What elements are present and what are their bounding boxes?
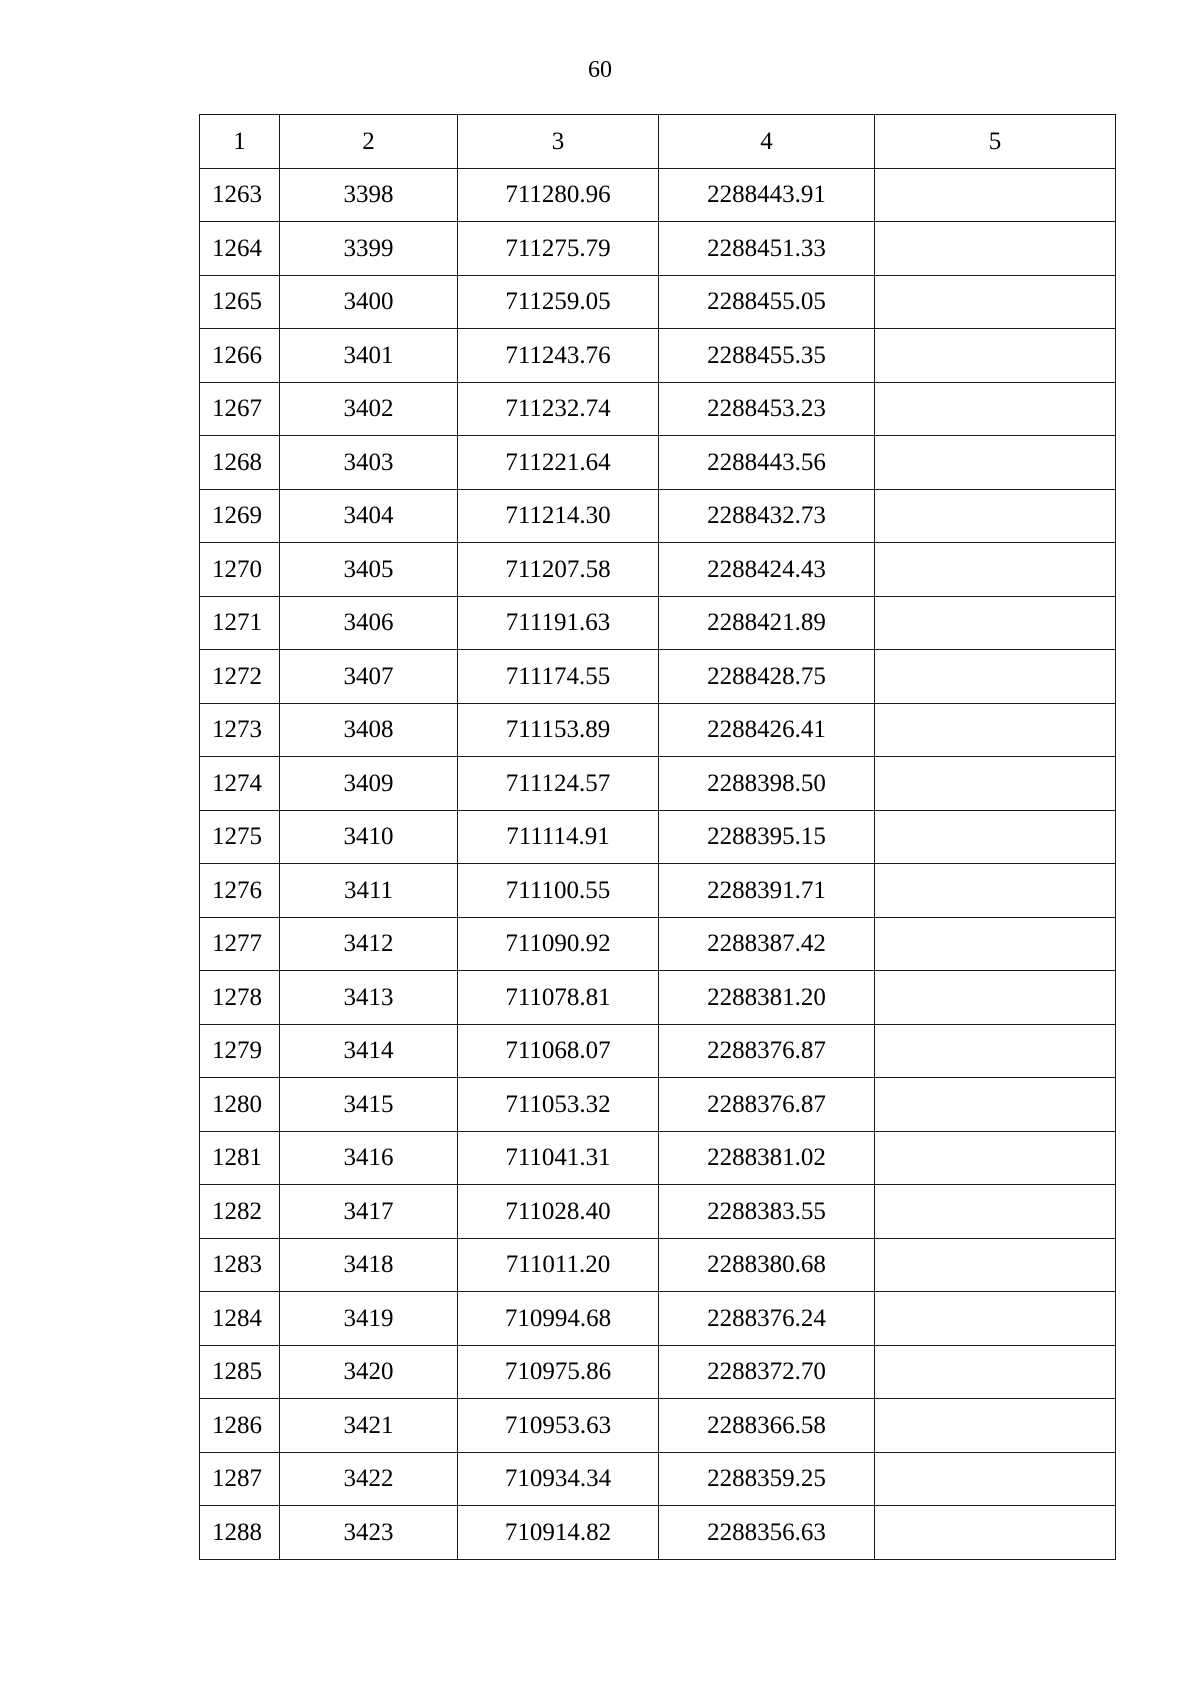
table-cell-col-4: 2288381.20 bbox=[659, 971, 875, 1025]
table-cell-col-4: 2288424.43 bbox=[659, 543, 875, 597]
table-cell-col-3: 710914.82 bbox=[458, 1506, 659, 1560]
table-row bbox=[200, 1131, 1116, 1185]
table-cell-col-4: 2288453.23 bbox=[659, 382, 875, 436]
table-cell-col-2: 3415 bbox=[280, 1078, 458, 1132]
table-cell-col-1: 1284 bbox=[200, 1292, 280, 1346]
table-cell-col-3: 710934.34 bbox=[458, 1452, 659, 1506]
table-row bbox=[200, 1506, 1116, 1560]
table-cell-col-3: 711053.32 bbox=[458, 1078, 659, 1132]
table-cell-col-1: 1288 bbox=[200, 1506, 280, 1560]
table-header bbox=[200, 115, 1116, 169]
table-cell-col-5 bbox=[875, 596, 1116, 650]
table-cell-col-3: 711191.63 bbox=[458, 596, 659, 650]
table-cell-col-1: 1281 bbox=[200, 1131, 280, 1185]
table-cell-col-5 bbox=[875, 1506, 1116, 1560]
table-cell-col-4: 2288432.73 bbox=[659, 489, 875, 543]
table-cell-col-3: 711068.07 bbox=[458, 1024, 659, 1078]
table-cell-col-4: 2288426.41 bbox=[659, 703, 875, 757]
table-row bbox=[200, 168, 1116, 222]
column-header-2: 2 bbox=[280, 115, 458, 169]
table-cell-col-5 bbox=[875, 1399, 1116, 1453]
table-row bbox=[200, 1292, 1116, 1346]
table-cell-col-5 bbox=[875, 222, 1116, 276]
table-cell-col-4: 2288455.05 bbox=[659, 275, 875, 329]
table-cell-col-4: 2288376.87 bbox=[659, 1078, 875, 1132]
table-cell-col-4: 2288376.24 bbox=[659, 1292, 875, 1346]
table-cell-col-4: 2288376.87 bbox=[659, 1024, 875, 1078]
table-cell-col-1: 1283 bbox=[200, 1238, 280, 1292]
table-cell-col-2: 3398 bbox=[280, 168, 458, 222]
table-cell-col-3: 711275.79 bbox=[458, 222, 659, 276]
table-cell-col-4: 2288383.55 bbox=[659, 1185, 875, 1239]
table-cell-col-1: 1269 bbox=[200, 489, 280, 543]
table-cell-col-3: 711243.76 bbox=[458, 329, 659, 383]
table-row bbox=[200, 971, 1116, 1025]
table-cell-col-3: 710953.63 bbox=[458, 1399, 659, 1453]
column-header-4: 4 bbox=[659, 115, 875, 169]
table-cell-col-2: 3403 bbox=[280, 436, 458, 490]
table-cell-col-5 bbox=[875, 810, 1116, 864]
table-cell-col-5 bbox=[875, 1452, 1116, 1506]
table-cell-col-1: 1275 bbox=[200, 810, 280, 864]
table-cell-col-1: 1272 bbox=[200, 650, 280, 704]
table-cell-col-5 bbox=[875, 329, 1116, 383]
table-cell-col-1: 1266 bbox=[200, 329, 280, 383]
header-row bbox=[200, 115, 1116, 169]
table-row bbox=[200, 436, 1116, 490]
table-cell-col-5 bbox=[875, 917, 1116, 971]
table-cell-col-3: 711028.40 bbox=[458, 1185, 659, 1239]
table-cell-col-3: 711232.74 bbox=[458, 382, 659, 436]
table-cell-col-3: 711221.64 bbox=[458, 436, 659, 490]
table-row bbox=[200, 1238, 1116, 1292]
table-cell-col-3: 711153.89 bbox=[458, 703, 659, 757]
table-cell-col-3: 710975.86 bbox=[458, 1345, 659, 1399]
table-cell-col-5 bbox=[875, 168, 1116, 222]
table-row bbox=[200, 810, 1116, 864]
table-row bbox=[200, 382, 1116, 436]
table-cell-col-3: 711114.91 bbox=[458, 810, 659, 864]
table-cell-col-5 bbox=[875, 864, 1116, 918]
table-cell-col-5 bbox=[875, 1345, 1116, 1399]
table-cell-col-3: 711100.55 bbox=[458, 864, 659, 918]
table-cell-col-2: 3419 bbox=[280, 1292, 458, 1346]
table-row bbox=[200, 596, 1116, 650]
table-cell-col-4: 2288391.71 bbox=[659, 864, 875, 918]
table-cell-col-4: 2288359.25 bbox=[659, 1452, 875, 1506]
table-cell-col-5 bbox=[875, 436, 1116, 490]
table-cell-col-3: 710994.68 bbox=[458, 1292, 659, 1346]
table-cell-col-5 bbox=[875, 1078, 1116, 1132]
table-row bbox=[200, 757, 1116, 811]
table-cell-col-1: 1285 bbox=[200, 1345, 280, 1399]
table-cell-col-3: 711090.92 bbox=[458, 917, 659, 971]
table-cell-col-2: 3412 bbox=[280, 917, 458, 971]
table-cell-col-1: 1282 bbox=[200, 1185, 280, 1239]
table-cell-col-5 bbox=[875, 1185, 1116, 1239]
table-cell-col-5 bbox=[875, 1238, 1116, 1292]
table-cell-col-3: 711207.58 bbox=[458, 543, 659, 597]
page-number: 60 bbox=[588, 57, 612, 83]
table-cell-col-4: 2288395.15 bbox=[659, 810, 875, 864]
table-cell-col-5 bbox=[875, 757, 1116, 811]
table-cell-col-5 bbox=[875, 275, 1116, 329]
table-cell-col-2: 3413 bbox=[280, 971, 458, 1025]
table-row bbox=[200, 864, 1116, 918]
table-cell-col-2: 3405 bbox=[280, 543, 458, 597]
table-cell-col-1: 1273 bbox=[200, 703, 280, 757]
table-cell-col-5 bbox=[875, 382, 1116, 436]
table-cell-col-2: 3399 bbox=[280, 222, 458, 276]
table-cell-col-2: 3421 bbox=[280, 1399, 458, 1453]
table-cell-col-1: 1265 bbox=[200, 275, 280, 329]
table-cell-col-2: 3404 bbox=[280, 489, 458, 543]
table-cell-col-4: 2288443.91 bbox=[659, 168, 875, 222]
table-cell-col-4: 2288366.58 bbox=[659, 1399, 875, 1453]
table-cell-col-2: 3402 bbox=[280, 382, 458, 436]
table-cell-col-4: 2288380.68 bbox=[659, 1238, 875, 1292]
table-cell-col-3: 711078.81 bbox=[458, 971, 659, 1025]
table-cell-col-3: 711259.05 bbox=[458, 275, 659, 329]
table-cell-col-5 bbox=[875, 971, 1116, 1025]
coordinates-table bbox=[199, 114, 1116, 1560]
table-row bbox=[200, 1345, 1116, 1399]
table-cell-col-3: 711041.31 bbox=[458, 1131, 659, 1185]
table-cell-col-2: 3400 bbox=[280, 275, 458, 329]
table-cell-col-4: 2288455.35 bbox=[659, 329, 875, 383]
table-row bbox=[200, 1078, 1116, 1132]
table-cell-col-3: 711124.57 bbox=[458, 757, 659, 811]
table-cell-col-4: 2288372.70 bbox=[659, 1345, 875, 1399]
column-header-5: 5 bbox=[875, 115, 1116, 169]
table-cell-col-4: 2288428.75 bbox=[659, 650, 875, 704]
table-cell-col-4: 2288381.02 bbox=[659, 1131, 875, 1185]
table-cell-col-4: 2288387.42 bbox=[659, 917, 875, 971]
table-cell-col-2: 3414 bbox=[280, 1024, 458, 1078]
column-header-3: 3 bbox=[458, 115, 659, 169]
table-row bbox=[200, 917, 1116, 971]
table-row bbox=[200, 1399, 1116, 1453]
table-row bbox=[200, 1185, 1116, 1239]
table-row bbox=[200, 275, 1116, 329]
table-cell-col-5 bbox=[875, 1292, 1116, 1346]
table-cell-col-1: 1280 bbox=[200, 1078, 280, 1132]
table-cell-col-5 bbox=[875, 543, 1116, 597]
table-cell-col-5 bbox=[875, 489, 1116, 543]
table-cell-col-1: 1271 bbox=[200, 596, 280, 650]
table-cell-col-5 bbox=[875, 703, 1116, 757]
table-cell-col-1: 1278 bbox=[200, 971, 280, 1025]
table-cell-col-2: 3416 bbox=[280, 1131, 458, 1185]
table-cell-col-2: 3422 bbox=[280, 1452, 458, 1506]
table-cell-col-2: 3411 bbox=[280, 864, 458, 918]
table-cell-col-1: 1279 bbox=[200, 1024, 280, 1078]
table-row bbox=[200, 329, 1116, 383]
table-cell-col-4: 2288356.63 bbox=[659, 1506, 875, 1560]
table-cell-col-1: 1287 bbox=[200, 1452, 280, 1506]
table-cell-col-1: 1263 bbox=[200, 168, 280, 222]
table-row bbox=[200, 489, 1116, 543]
table-cell-col-2: 3407 bbox=[280, 650, 458, 704]
table-cell-col-4: 2288443.56 bbox=[659, 436, 875, 490]
table-cell-col-5 bbox=[875, 1024, 1116, 1078]
table-body bbox=[200, 168, 1116, 1559]
table-cell-col-2: 3401 bbox=[280, 329, 458, 383]
table-cell-col-2: 3423 bbox=[280, 1506, 458, 1560]
table-cell-col-3: 711174.55 bbox=[458, 650, 659, 704]
table-cell-col-5 bbox=[875, 650, 1116, 704]
table-cell-col-2: 3408 bbox=[280, 703, 458, 757]
table-cell-col-1: 1264 bbox=[200, 222, 280, 276]
column-header-1: 1 bbox=[200, 115, 280, 169]
table-cell-col-4: 2288421.89 bbox=[659, 596, 875, 650]
table-cell-col-1: 1277 bbox=[200, 917, 280, 971]
table-row bbox=[200, 1452, 1116, 1506]
table-cell-col-1: 1286 bbox=[200, 1399, 280, 1453]
table-row bbox=[200, 650, 1116, 704]
table-cell-col-3: 711011.20 bbox=[458, 1238, 659, 1292]
table-row bbox=[200, 543, 1116, 597]
table-cell-col-2: 3420 bbox=[280, 1345, 458, 1399]
table-row bbox=[200, 1024, 1116, 1078]
table-row bbox=[200, 703, 1116, 757]
table-cell-col-5 bbox=[875, 1131, 1116, 1185]
table-cell-col-4: 2288451.33 bbox=[659, 222, 875, 276]
table-cell-col-2: 3406 bbox=[280, 596, 458, 650]
table-cell-col-1: 1274 bbox=[200, 757, 280, 811]
table-cell-col-2: 3410 bbox=[280, 810, 458, 864]
table-row bbox=[200, 222, 1116, 276]
table-cell-col-3: 711214.30 bbox=[458, 489, 659, 543]
table-cell-col-2: 3417 bbox=[280, 1185, 458, 1239]
table-cell-col-2: 3409 bbox=[280, 757, 458, 811]
table-cell-col-2: 3418 bbox=[280, 1238, 458, 1292]
table-cell-col-1: 1267 bbox=[200, 382, 280, 436]
table-cell-col-3: 711280.96 bbox=[458, 168, 659, 222]
table-cell-col-1: 1276 bbox=[200, 864, 280, 918]
table-cell-col-4: 2288398.50 bbox=[659, 757, 875, 811]
table-cell-col-1: 1270 bbox=[200, 543, 280, 597]
table-cell-col-1: 1268 bbox=[200, 436, 280, 490]
